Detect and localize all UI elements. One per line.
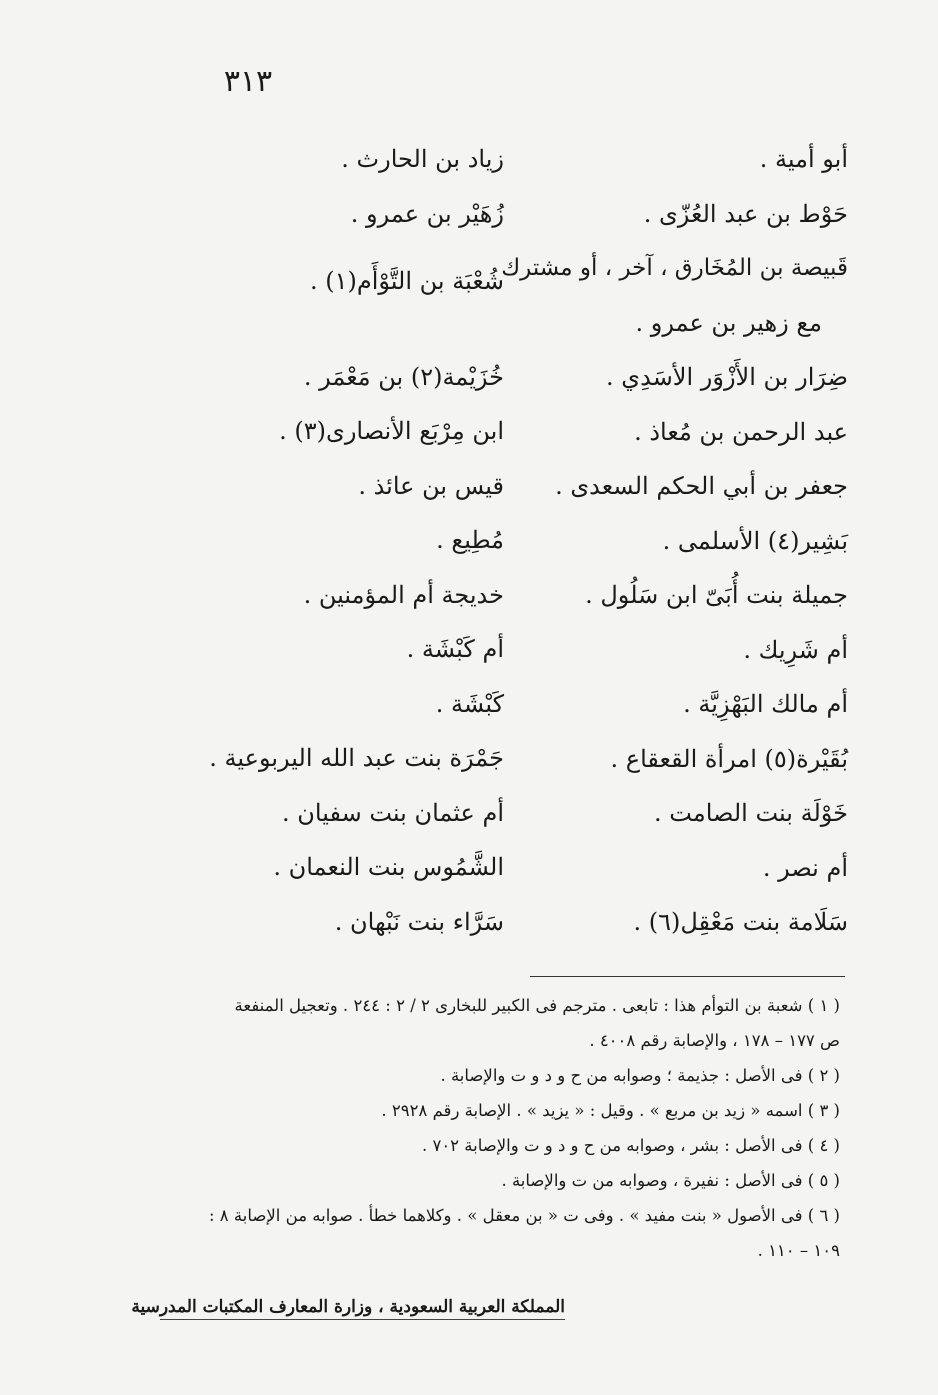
left-entry: أم عثمان بنت سفيان . — [282, 798, 504, 827]
right-entry: أم مالك البَهْزِيَّة . — [683, 690, 848, 718]
right-entry: أبو أمية . — [759, 145, 848, 173]
left-entry: خُزَيْمة(٢) بن مَعْمَر . — [303, 362, 504, 391]
footnote-6-continuation: ١٠٩ – ١١٠ . — [757, 1241, 840, 1260]
right-entry: سَلَامة بنت مَعْقِل(٦) . — [633, 908, 848, 936]
left-entry: شُعْبَة بن التَّوْأَم(١) . — [309, 267, 504, 295]
right-entry: عبد الرحمن بن مُعاذ . — [634, 417, 848, 446]
left-spacer — [214, 309, 504, 350]
footnotes — [150, 988, 840, 1268]
left-spacer — [214, 241, 504, 254]
left-entry: زياد بن الحارث . — [341, 145, 504, 173]
right-entry: حَوْط بن عبد العُزّى . — [643, 199, 848, 228]
right-entry: بُقَيْرة(٥) امرأة القعقاع . — [610, 744, 848, 773]
left-entry: خديجة أم المؤمنين . — [303, 580, 504, 609]
footnote-2: ( ٢ ) فى الأصل : جذيمة ؛ وصوابه من ح و د و ت والإصابة . — [440, 1066, 840, 1085]
left-entry: قيس بن عائذ . — [358, 471, 504, 500]
left-entry: أم كَبْشَة . — [406, 635, 504, 663]
right-entry: جعفر بن أبي الحكم السعدى . — [555, 472, 848, 500]
right-entry: أم شَرِيك . — [743, 635, 848, 664]
right-column — [498, 132, 848, 950]
footnote-1: ( ١ ) شعبة بن التوأم هذا : تابعى . مترجم فى الكبير للبخارى ٢ / ٢ : ٢٤٤ . وتعجيل المنفعة — [234, 996, 840, 1015]
right-entry: بَشِير(٤) الأسلمى . — [662, 526, 848, 555]
footnote-4: ( ٤ ) فى الأصل : بشر ، وصوابه من ح و د و ت والإصابة ٧٠٢ . — [421, 1136, 840, 1155]
footnote-6: ( ٦ ) فى الأصول « بنت مفيد » . وفى ت « بن معقل » . وكلاهما خطأ . صوابه من الإصابة ٨ : — [208, 1206, 840, 1225]
left-entry: كَبْشَة . — [435, 689, 504, 718]
publisher-stamp: المملكة العربية السعودية ، وزارة المعارف المكتبات المدرسية — [160, 1297, 565, 1320]
page-number: ٣١٣ — [223, 64, 273, 99]
left-column — [209, 132, 504, 949]
footnote-divider — [530, 976, 845, 977]
right-entry: جميلة بنت أُبَىّ ابن سَلُول . — [585, 581, 848, 609]
footnote-5: ( ٥ ) فى الأصل : نفيرة ، وصوابه من ت والإصابة . — [501, 1171, 840, 1190]
left-entry: ابن مِرْبَع الأنصارى(٣) . — [279, 417, 504, 445]
right-entry: قَبيصة بن المُخَارق ، آخر ، أو مشترك — [501, 255, 848, 281]
footnote-1-continuation: ص ١٧٧ – ١٧٨ ، والإصابة رقم ٤٠٠٨ . — [589, 1031, 840, 1050]
right-entry: أم نصر . — [762, 853, 848, 882]
right-entry: ضِرَار بن الأَزْوَر الأسَدِي . — [606, 363, 848, 391]
left-entry: سَرَّاء بنت نَبْهان . — [334, 907, 504, 936]
right-entry: خَوْلَة بنت الصامت . — [654, 799, 848, 827]
left-entry: الشَّمُوس بنت النعمان . — [273, 853, 504, 881]
left-entry: جَمْرَة بنت عبد الله اليربوعية . — [209, 744, 504, 772]
left-entry: مُطِيع . — [436, 526, 504, 554]
right-entry-continuation: مع زهير بن عمرو . — [635, 308, 822, 337]
footnote-3: ( ٣ ) اسمه « زيد بن مربع » . وقيل : « يزيد » . الإصابة رقم ٢٩٢٨ . — [381, 1101, 840, 1120]
name-list — [150, 132, 870, 952]
left-entry: زُهَيْر بن عمرو . — [350, 199, 504, 228]
